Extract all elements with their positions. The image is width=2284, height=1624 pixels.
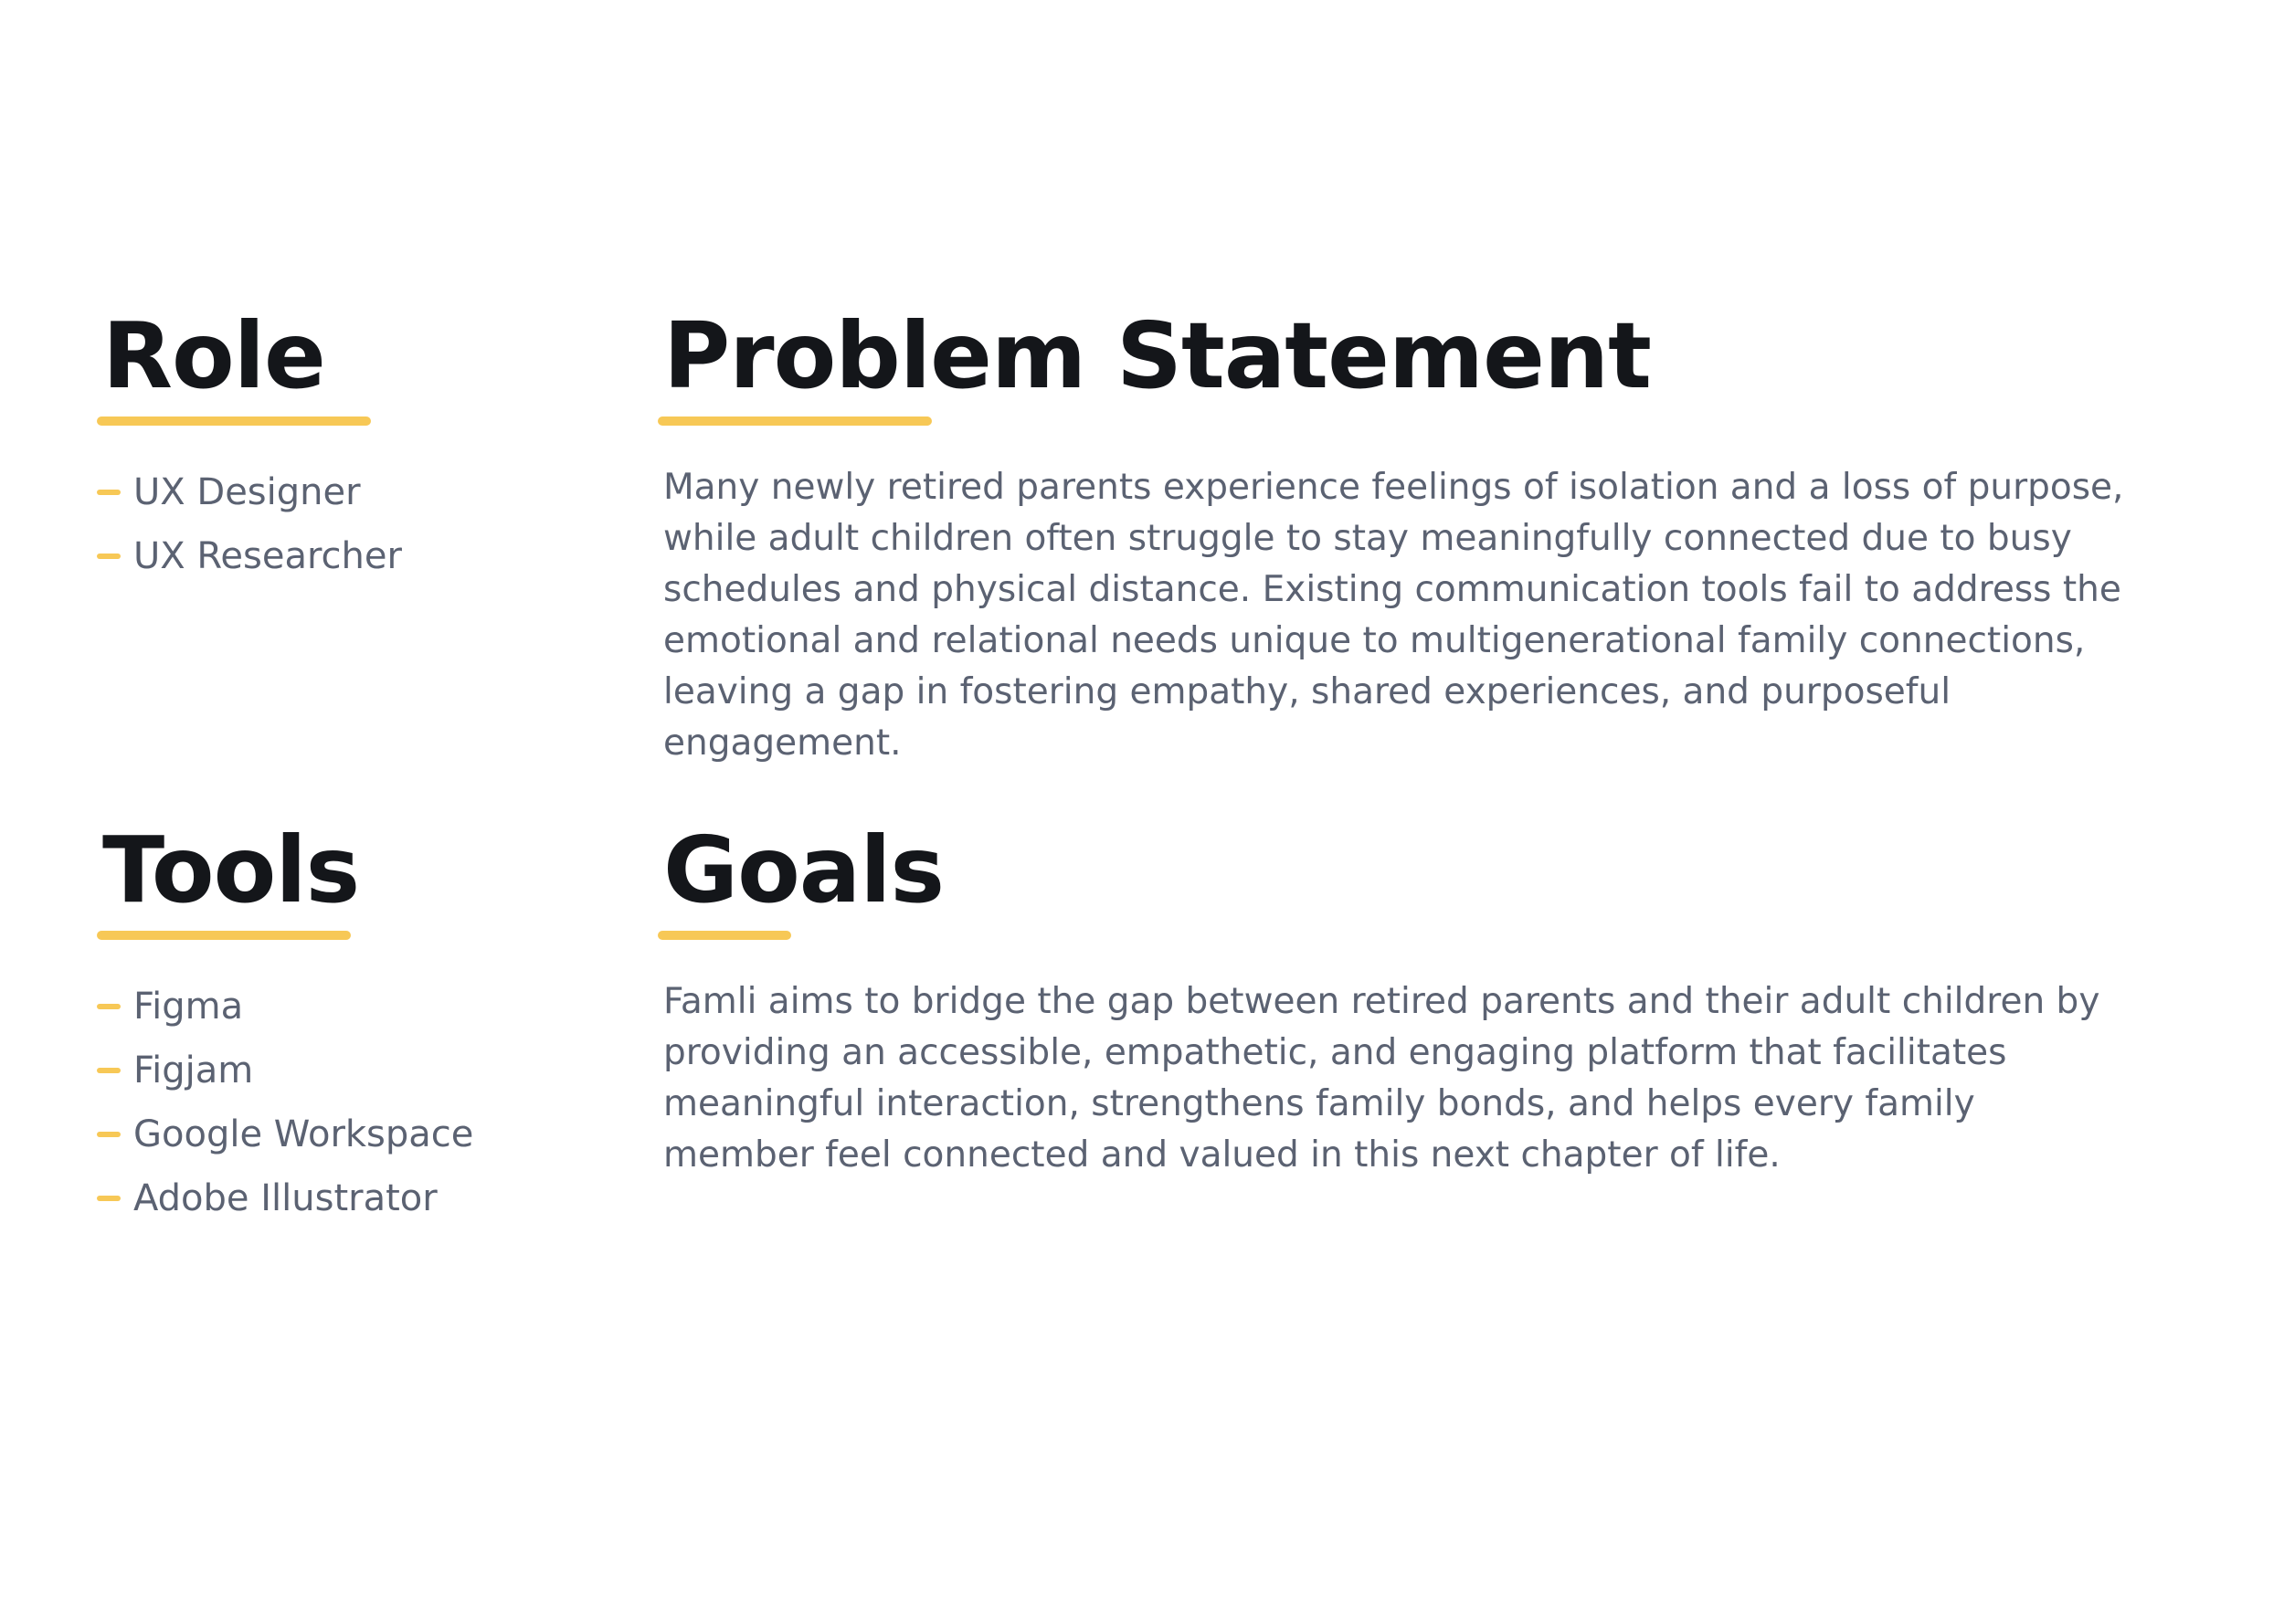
role-list-item bbox=[102, 524, 559, 588]
goals-line: meaningful interaction, strengthens family bonds, and helps every family bbox=[663, 1083, 1975, 1124]
dash-bullet-icon bbox=[97, 1132, 121, 1137]
dash-bullet-icon bbox=[97, 1068, 121, 1073]
tools-list-item bbox=[102, 1102, 614, 1166]
tools-section bbox=[102, 817, 614, 1230]
problem-statement-line: leaving a gap in fostering empathy, shared experiences, and purposeful bbox=[663, 671, 1951, 712]
goals-heading-underline bbox=[658, 931, 791, 940]
problem-statement-body bbox=[663, 462, 2198, 769]
problem-statement-heading-underline bbox=[658, 417, 932, 426]
problem-statement-heading: Problem Statement bbox=[663, 302, 1651, 409]
goals-line: providing an accessible, empathetic, and engaging platform that facilitates bbox=[663, 1032, 2007, 1073]
tools-item-label: Adobe Illustrator bbox=[133, 1177, 438, 1219]
goals-line: member feel connected and valued in this next chapter of life. bbox=[663, 1134, 1781, 1176]
goals-heading: Goals bbox=[663, 817, 945, 923]
role-list bbox=[102, 460, 559, 588]
role-section bbox=[102, 302, 559, 588]
tools-item-label: Google Workspace bbox=[133, 1113, 474, 1155]
tools-list bbox=[102, 975, 614, 1230]
dash-bullet-icon bbox=[97, 554, 121, 559]
problem-statement-line: while adult children often struggle to stay meaningfully connected due to busy bbox=[663, 518, 2072, 559]
tools-item-label: Figjam bbox=[133, 1049, 254, 1091]
problem-statement-section bbox=[663, 302, 2216, 769]
role-list-item bbox=[102, 460, 559, 524]
role-item-label: UX Researcher bbox=[133, 535, 402, 577]
dash-bullet-icon bbox=[97, 490, 121, 495]
dash-bullet-icon bbox=[97, 1196, 121, 1201]
problem-statement-line: Many newly retired parents experience feelings of isolation and a loss of purpose, bbox=[663, 467, 2124, 508]
tools-list-item bbox=[102, 1039, 614, 1102]
role-heading-underline bbox=[97, 417, 371, 426]
tools-list-item bbox=[102, 975, 614, 1039]
problem-statement-line: engagement. bbox=[663, 722, 902, 764]
tools-heading-underline bbox=[97, 931, 351, 940]
role-item-label: UX Designer bbox=[133, 471, 361, 513]
tools-list-item bbox=[102, 1166, 614, 1230]
tools-item-label: Figma bbox=[133, 986, 244, 1028]
problem-statement-line: emotional and relational needs unique to multigenerational family connections, bbox=[663, 620, 2086, 661]
dash-bullet-icon bbox=[97, 1004, 121, 1009]
tools-heading: Tools bbox=[102, 817, 360, 923]
goals-body bbox=[663, 976, 2198, 1181]
role-heading: Role bbox=[102, 302, 325, 409]
goals-line: Famli aims to bridge the gap between retired parents and their adult children by bbox=[663, 981, 2100, 1022]
goals-section bbox=[663, 817, 2216, 1181]
problem-statement-line: schedules and physical distance. Existing communication tools fail to address the bbox=[663, 569, 2121, 610]
